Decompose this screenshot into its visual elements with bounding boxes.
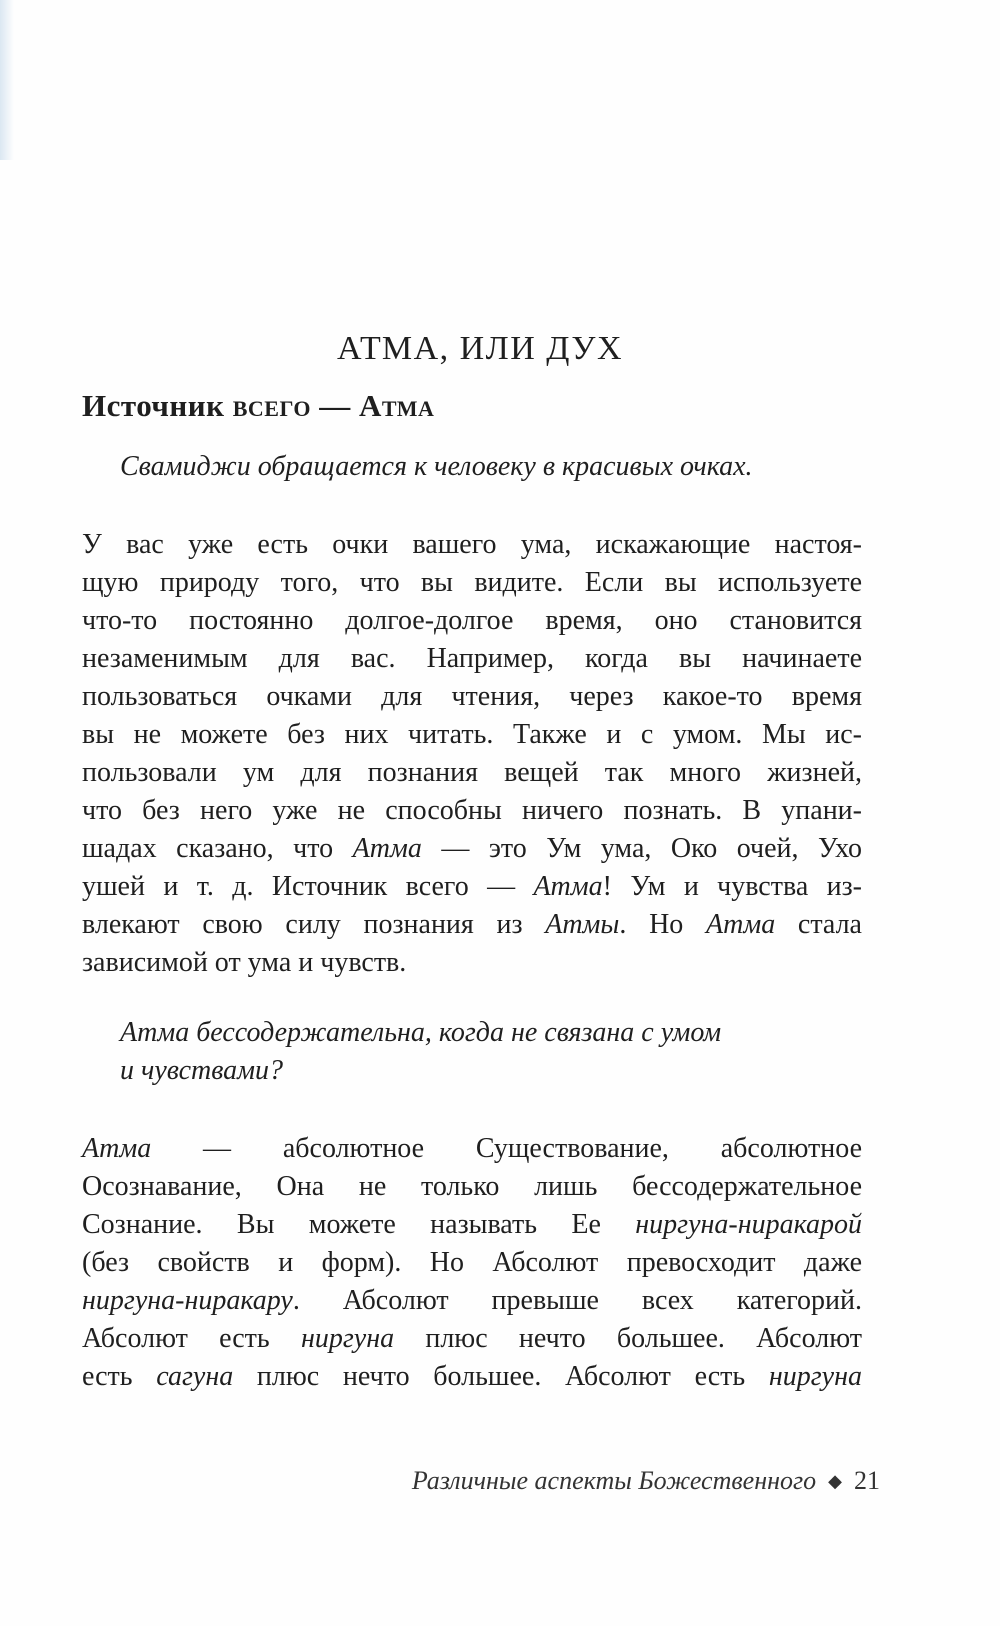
running-title: Различные аспекты Божественного [411,1466,817,1495]
paragraph-1 [82,526,862,982]
section-title: Источник всего — Атма [82,388,435,423]
paragraph-line: пользоваться очками для чтения, через какое-то время [82,681,862,712]
paragraph-line: ушей и т. д. Источник всего — Атма! Ум и чувства из- [82,871,862,902]
paragraph-line: что без него уже не способны ничего познать. В упани- [82,795,862,826]
paragraph-line: Осознавание, Она не только лишь бессодержательное [82,1171,862,1202]
paragraph-line: Абсолют есть ниргуна плюс нечто большее. Абсолют [82,1323,862,1354]
paragraph-line: зависимой от ума и чувств. [82,947,407,978]
paragraph-line: У вас уже есть очки вашего ума, искажающие настоя- [82,529,862,560]
running-footer [412,1466,880,1496]
chapter-title: АТМА, ИЛИ ДУХ [336,330,624,367]
question-line: и чувствами? [120,1055,284,1086]
paragraph-line: незаменимым для вас. Например, когда вы начинаете [82,643,862,674]
paragraph-line: (без свойств и форм). Но Абсолют превосходит даже [82,1247,862,1278]
page-number: 21 [854,1466,880,1495]
paragraph-line: щую природу того, что вы видите. Если вы используете [82,567,862,598]
diamond-bullet-icon: ◆ [828,1471,842,1491]
question-line: Атма бессодержательна, когда не связана с умом [120,1017,722,1048]
paragraph-line: Сознание. Вы можете называть Ее ниргуна-ниракарой [82,1209,862,1240]
paragraph-line: Атма — абсолютное Существование, абсолютное [82,1133,862,1164]
paragraph-line: вы не можете без них читать. Также и с умом. Мы ис- [82,719,862,750]
question-1: Свамиджи обращается к человеку в красивых очках. [120,451,753,482]
paragraph-line: что-то постоянно долгое-долгое время, оно становится [82,605,862,636]
paragraph-line: влекают свою силу познания из Атмы. Но Атма стала [82,909,862,940]
question-2 [120,1014,860,1090]
paragraph-line: есть сагуна плюс нечто большее. Абсолют есть ниргуна [82,1361,862,1392]
paragraph-2 [82,1130,862,1396]
paragraph-line: пользовали ум для познания вещей так много жизней, [82,757,862,788]
paragraph-line: ниргуна-ниракару. Абсолют превыше всех категорий. [82,1285,862,1316]
paragraph-line: шадах сказано, что Атма — это Ум ума, Око очей, Ухо [82,833,862,864]
page-edge-shadow [0,0,14,160]
